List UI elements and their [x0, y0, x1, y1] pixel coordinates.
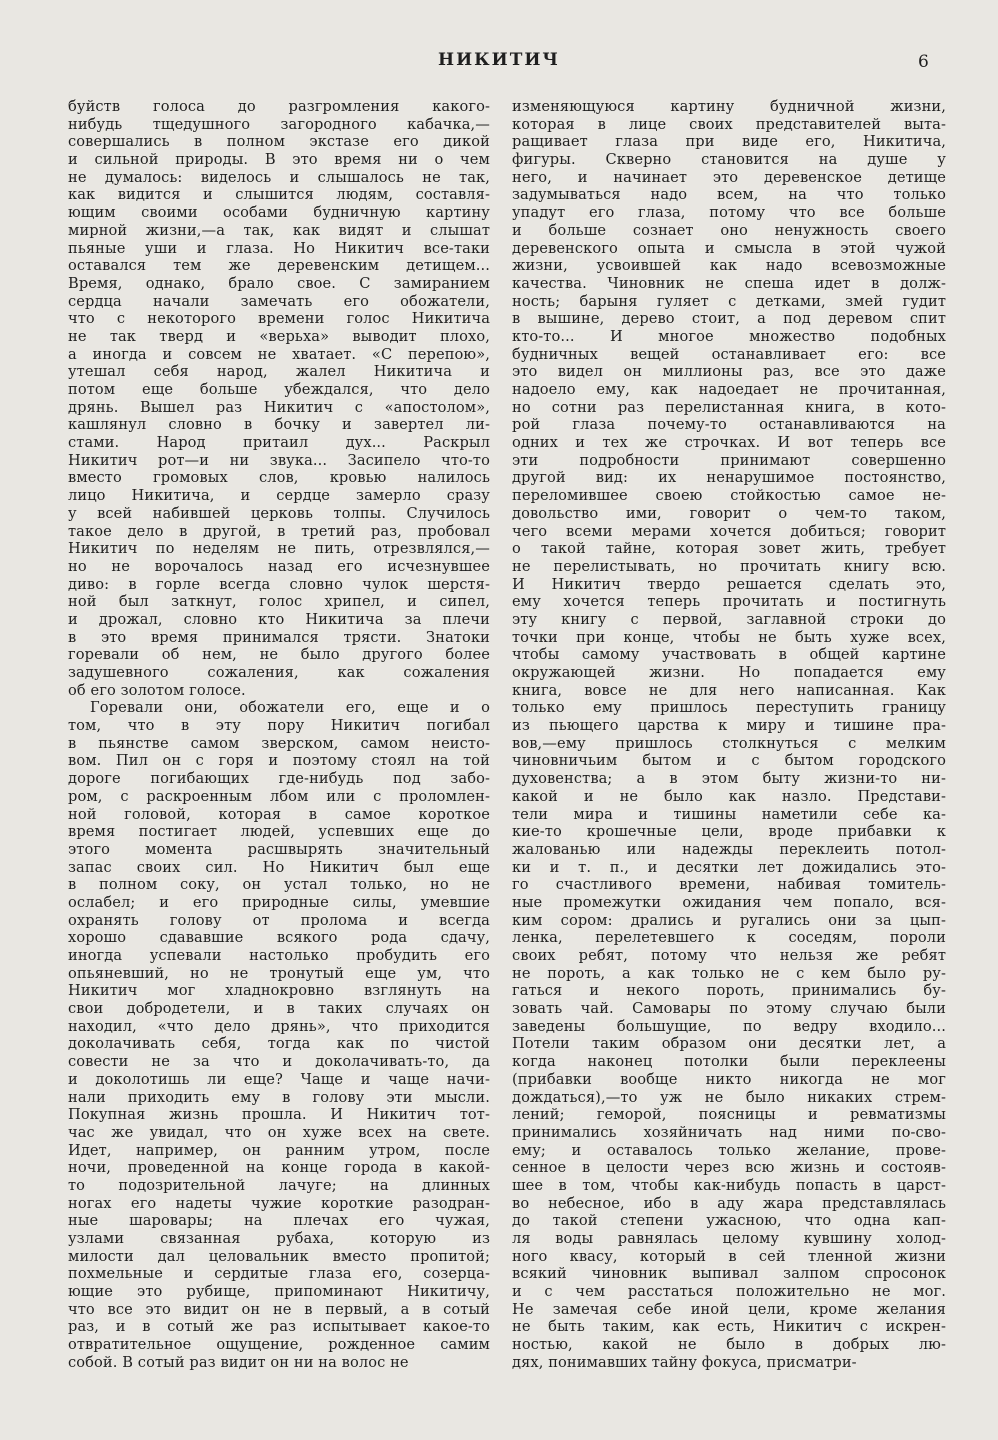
- text-line: упадут его глаза, потому что все больше: [512, 204, 946, 222]
- text-line: ослабел; и его природные силы, умевшие: [68, 893, 490, 911]
- text-line: ностью, какой не было в добрых лю-: [512, 1336, 946, 1354]
- text-line: в это время принимался трясти. Знатоки: [68, 628, 490, 646]
- text-line: что с некоторого времени голос Никитича: [68, 310, 490, 328]
- text-line: не так тверд и «верьха» выводит плохо,: [68, 327, 490, 345]
- text-line: мирной жизни,—а так, как видят и слышат: [68, 221, 490, 239]
- text-line: милости дал целовальник вместо пропитой;: [68, 1247, 490, 1265]
- text-line: него, и начинает это деревенское детище: [512, 168, 946, 186]
- text-line: дрянь. Вышел раз Никитич с «апостолом»,: [68, 398, 490, 416]
- text-line: кие-то крошечные цели, вроде прибавки к: [512, 823, 946, 841]
- text-line: и с чем расстаться положительно не мог.: [512, 1283, 946, 1301]
- text-line: задушевного сожаления, как сожаления: [68, 664, 490, 681]
- text-line: своих ребят, потому что нельзя же ребят: [512, 947, 946, 964]
- text-line: час же увидал, что он хуже всех на свете.: [68, 1123, 490, 1141]
- text-line: о такой тайне, которая зовет жить, требует: [512, 540, 946, 558]
- text-line: и сильной природы. В это время ни о чем: [68, 151, 490, 169]
- text-line: Потели таким образом они десятки лет, а: [512, 1035, 946, 1053]
- text-line: чтобы самому участвовать в общей картине: [512, 646, 946, 664]
- text-line: Покупная жизнь прошла. И Никитич тот-: [68, 1106, 490, 1124]
- text-line: тели мира и тишины наметили себе ка-: [512, 805, 946, 823]
- text-line: принимались хозяйничать над ними по-сво-: [512, 1123, 946, 1141]
- right-text-column: [512, 98, 946, 1372]
- text-line: ленка, перелетевшего к соседям, пороли: [512, 929, 946, 947]
- text-line: охранять голову от пролома и всегда: [68, 911, 490, 929]
- text-line: Время, однако, брало свое. С замиранием: [68, 274, 490, 292]
- text-line: другой вид: их ненарушимое постоянство,: [512, 469, 946, 487]
- text-line: какой и не было как назло. Представи-: [512, 787, 946, 805]
- text-line: и доколотишь ли еще? Чаще и чаще начи-: [68, 1070, 490, 1088]
- text-line: кашлянул словно в бочку и завертел ли-: [68, 416, 490, 434]
- text-line: время постигает людей, успевших еще до: [68, 823, 490, 841]
- text-line: ющим своими особами будничную картину: [68, 204, 490, 222]
- text-line: точки при конце, чтобы не быть хуже всех,: [512, 628, 946, 646]
- text-line: опьяневший, но не тронутый еще ум, что: [68, 964, 490, 982]
- text-line: когда наконец потолки были переклеены: [512, 1053, 946, 1071]
- text-line: не думалось: виделось и слышалось не так,: [68, 168, 490, 186]
- text-line: в пьянстве самом зверском, самом неисто-: [68, 734, 490, 752]
- text-line: ной был заткнут, голос хрипел, и сипел,: [68, 593, 490, 611]
- text-line: и дрожал, словно кто Никитича за плечи: [68, 610, 490, 628]
- text-line: которая в лице своих представителей выта-: [512, 115, 946, 133]
- text-line: чего всеми мерами хочется добиться; говорит: [512, 522, 946, 540]
- text-line: дороге погибающих где-нибудь под забо-: [68, 770, 490, 788]
- text-line: задумываться надо всем, на что только: [512, 186, 946, 204]
- text-line: утешал себя народ, жалел Никитича и: [68, 363, 490, 381]
- text-line: иногда успевали настолько пробудить его: [68, 947, 490, 964]
- text-line: ки и т. п., и десятки лет дожидались это-: [512, 858, 946, 876]
- text-line: кто-то... И многое множество подобных: [512, 327, 946, 345]
- text-line: только ему пришлось переступить границу: [512, 699, 946, 717]
- text-line: нибудь тщедушного загородного кабачка,—: [68, 115, 490, 133]
- text-line: ные шаровары; на плечах его чужая,: [68, 1212, 490, 1230]
- text-line: как видится и слышится людям, составля-: [68, 186, 490, 204]
- text-line: хорошо сдававшие всякого рода сдачу,: [68, 929, 490, 947]
- text-line: узлами связанная рубаха, которую из: [68, 1230, 490, 1247]
- left-text-column: [68, 98, 490, 1372]
- text-line: свои добродетели, и в таких случаях он: [68, 1000, 490, 1018]
- text-line: чиновничьим бытом и с бытом городского: [512, 752, 946, 770]
- text-line: сенное в целости через всю жизнь и состояв-: [512, 1159, 946, 1177]
- text-line: не перелистывать, но прочитать книгу всю.: [512, 557, 946, 575]
- text-line: жалованью или надежды переклеить потол-: [512, 840, 946, 858]
- text-line: нали приходить ему в голову эти мысли.: [68, 1088, 490, 1106]
- text-line: совершались в полном экстазе его дикой: [68, 133, 490, 151]
- text-line: дождаться),—то уж не было никаких стрем-: [512, 1088, 946, 1106]
- running-header-title: НИКИТИЧ: [438, 50, 560, 70]
- text-line: ногах его надеты чужие короткие разодран-: [68, 1194, 490, 1212]
- page-number: 6: [918, 52, 929, 72]
- text-line: пьяные уши и глаза. Но Никитич все-таки: [68, 239, 490, 257]
- text-line: но не ворочалось назад его исчезнувшее: [68, 557, 490, 575]
- text-line: вом. Пил он с горя и поэтому стоял на той: [68, 752, 490, 770]
- text-line: ращивает глаза при виде его, Никитича,: [512, 133, 946, 151]
- text-line: изменяющуюся картину будничной жизни,: [512, 98, 946, 115]
- text-line: находил, «что дело дрянь», что приходится: [68, 1017, 490, 1035]
- text-line: качества. Чиновник не спеша идет в долж-: [512, 274, 946, 292]
- text-line: шее в том, чтобы как-нибудь попасть в царст-: [512, 1176, 946, 1194]
- text-line: гаться и некого пороть, принимались бу-: [512, 982, 946, 1000]
- text-line: ля воды равнялась целому кувшину холод-: [512, 1230, 946, 1247]
- text-line: эту книгу с первой, заглавной строки до: [512, 610, 946, 628]
- text-line: раз, и в сотый же раз испытывает какое-то: [68, 1318, 490, 1336]
- text-line: го счастливого времени, набивая томитель-: [512, 876, 946, 894]
- text-line: рой глаза почему-то останавливаются на: [512, 416, 946, 434]
- text-line: потом еще больше убеждался, что дело: [68, 381, 490, 398]
- text-line: отвратительное ощущение, рожденное самим: [68, 1336, 490, 1354]
- text-line: всякий чиновник выпивал залпом спросонок: [512, 1265, 946, 1283]
- text-line: об его золотом голосе.: [68, 681, 246, 699]
- text-line: том, что в эту пору Никитич погибал: [68, 717, 490, 735]
- text-line: до такой степени ужасною, что одна кап-: [512, 1212, 946, 1230]
- text-line: эти подробности принимают совершенно: [512, 451, 946, 469]
- text-line: жизни, усвоившей как надо всевозможные: [512, 257, 946, 275]
- text-line: зовать чай. Самовары по этому случаю были: [512, 1000, 946, 1018]
- text-line: Идет, например, он ранним утром, после: [68, 1141, 490, 1159]
- text-line: не пороть, а как только не с кем было ру-: [512, 964, 946, 982]
- text-line: Никитич мог хладнокровно взглянуть на: [68, 982, 490, 1000]
- text-line: не быть таким, как есть, Никитич с искрен-: [512, 1318, 946, 1336]
- text-line: диво: в горле всегда словно чулок шерстя-: [68, 575, 490, 593]
- text-line: довольство ими, говорит о чем-то таком,: [512, 504, 946, 522]
- text-line: собой. В сотый раз видит он ни на волос не: [68, 1353, 409, 1371]
- text-line: это видел он миллионы раз, все это даже: [512, 363, 946, 381]
- text-line: ного квасу, который в сей тленной жизни: [512, 1247, 946, 1265]
- text-line: и больше сознает оно ненужность своего: [512, 221, 946, 239]
- text-line: ной головой, которая в самое короткое: [68, 805, 490, 823]
- text-line: в вышине, дерево стоит, а под деревом спит: [512, 310, 946, 328]
- text-line: одних и тех же строчках. И вот теперь все: [512, 434, 946, 452]
- text-line: сердца начали замечать его обожатели,: [68, 292, 490, 310]
- text-line: лений; геморой, поясницы и ревматизмы: [512, 1106, 946, 1124]
- text-line: совести не за что и доколачивать-то, да: [68, 1053, 490, 1071]
- text-line: вместо громовых слов, кровью налилось: [68, 469, 490, 487]
- text-line: ющие это рубище, припоминают Никитичу,: [68, 1283, 490, 1301]
- text-line: доколачивать себя, тогда как по чистой: [68, 1035, 490, 1053]
- text-line: окружающей жизни. Но попадается ему: [512, 664, 946, 681]
- text-line: оставался тем же деревенским детищем...: [68, 257, 490, 275]
- text-line: будничных вещей останавливает его: все: [512, 345, 946, 363]
- text-line: из пьющего царства к миру и тишине пра-: [512, 717, 946, 735]
- text-line: Никитич по неделям не пить, отрезвлялся,—: [68, 540, 490, 558]
- text-line: вов,—ему пришлось столкнуться с мелким: [512, 734, 946, 752]
- text-line: горевали об нем, не было другого более: [68, 646, 490, 664]
- text-line: Горевали они, обожатели его, еще и о: [90, 699, 490, 717]
- text-line: во небесное, ибо в аду жара представлялась: [512, 1194, 946, 1212]
- text-line: что все это видит он не в первый, а в сотый: [68, 1300, 490, 1318]
- text-line: заведены большущие, по ведру входило...: [512, 1017, 946, 1035]
- text-line: этого момента расшвырять значительный: [68, 840, 490, 858]
- text-line: Не замечая себе иной цели, кроме желания: [512, 1300, 946, 1318]
- text-line: ные промежутки ожидания чем попало, вся-: [512, 893, 946, 911]
- text-line: деревенского опыта и смысла в этой чужой: [512, 239, 946, 257]
- text-line: ность; барыня гуляет с детками, змей гудит: [512, 292, 946, 310]
- text-line: но сотни раз перелистанная книга, в кото-: [512, 398, 946, 416]
- text-line: духовенства; а в этом быту жизни-то ни-: [512, 770, 946, 788]
- text-line: ему хочется теперь прочитать и постигнуть: [512, 593, 946, 611]
- text-line: у всей набившей церковь толпы. Случилось: [68, 504, 490, 522]
- text-line: а иногда и совсем не хватает. «С перепою»,: [68, 345, 490, 363]
- text-line: такое дело в другой, в третий раз, пробовал: [68, 522, 490, 540]
- text-line: ром, с раскроенным лбом или с проломлен-: [68, 787, 490, 805]
- text-line: ему; и оставалось только желание, прове-: [512, 1141, 946, 1159]
- text-line: книга, вовсе не для него написанная. Как: [512, 681, 946, 699]
- text-line: ночи, проведенной на конце города в какой-: [68, 1159, 490, 1177]
- text-line: стами. Народ притаил дух... Раскрыл: [68, 434, 490, 452]
- text-line: дях, понимавших тайну фокуса, присматри-: [512, 1353, 857, 1371]
- text-line: запас своих сил. Но Никитич был еще: [68, 858, 490, 876]
- text-line: буйств голоса до разгромления какого-: [68, 98, 490, 115]
- text-line: в полном соку, он устал только, но не: [68, 876, 490, 894]
- text-line: (прибавки вообще никто никогда не мог: [512, 1070, 946, 1088]
- text-line: надоело ему, как надоедает не прочитанная,: [512, 381, 946, 398]
- text-line: похмельные и сердитые глаза его, созерца-: [68, 1265, 490, 1283]
- text-line: то подозрительной лачуге; на длинных: [68, 1176, 490, 1194]
- text-line: ким сором: дрались и ругались они за цып-: [512, 911, 946, 929]
- text-line: Никитич рот—и ни звука... Засипело что-то: [68, 451, 490, 469]
- text-line: фигуры. Скверно становится на душе у: [512, 151, 946, 169]
- text-line: И Никитич твердо решается сделать это,: [512, 575, 946, 593]
- text-line: переломившее своею стойкостью самое не-: [512, 487, 946, 505]
- text-line: лицо Никитича, и сердце замерло сразу: [68, 487, 490, 505]
